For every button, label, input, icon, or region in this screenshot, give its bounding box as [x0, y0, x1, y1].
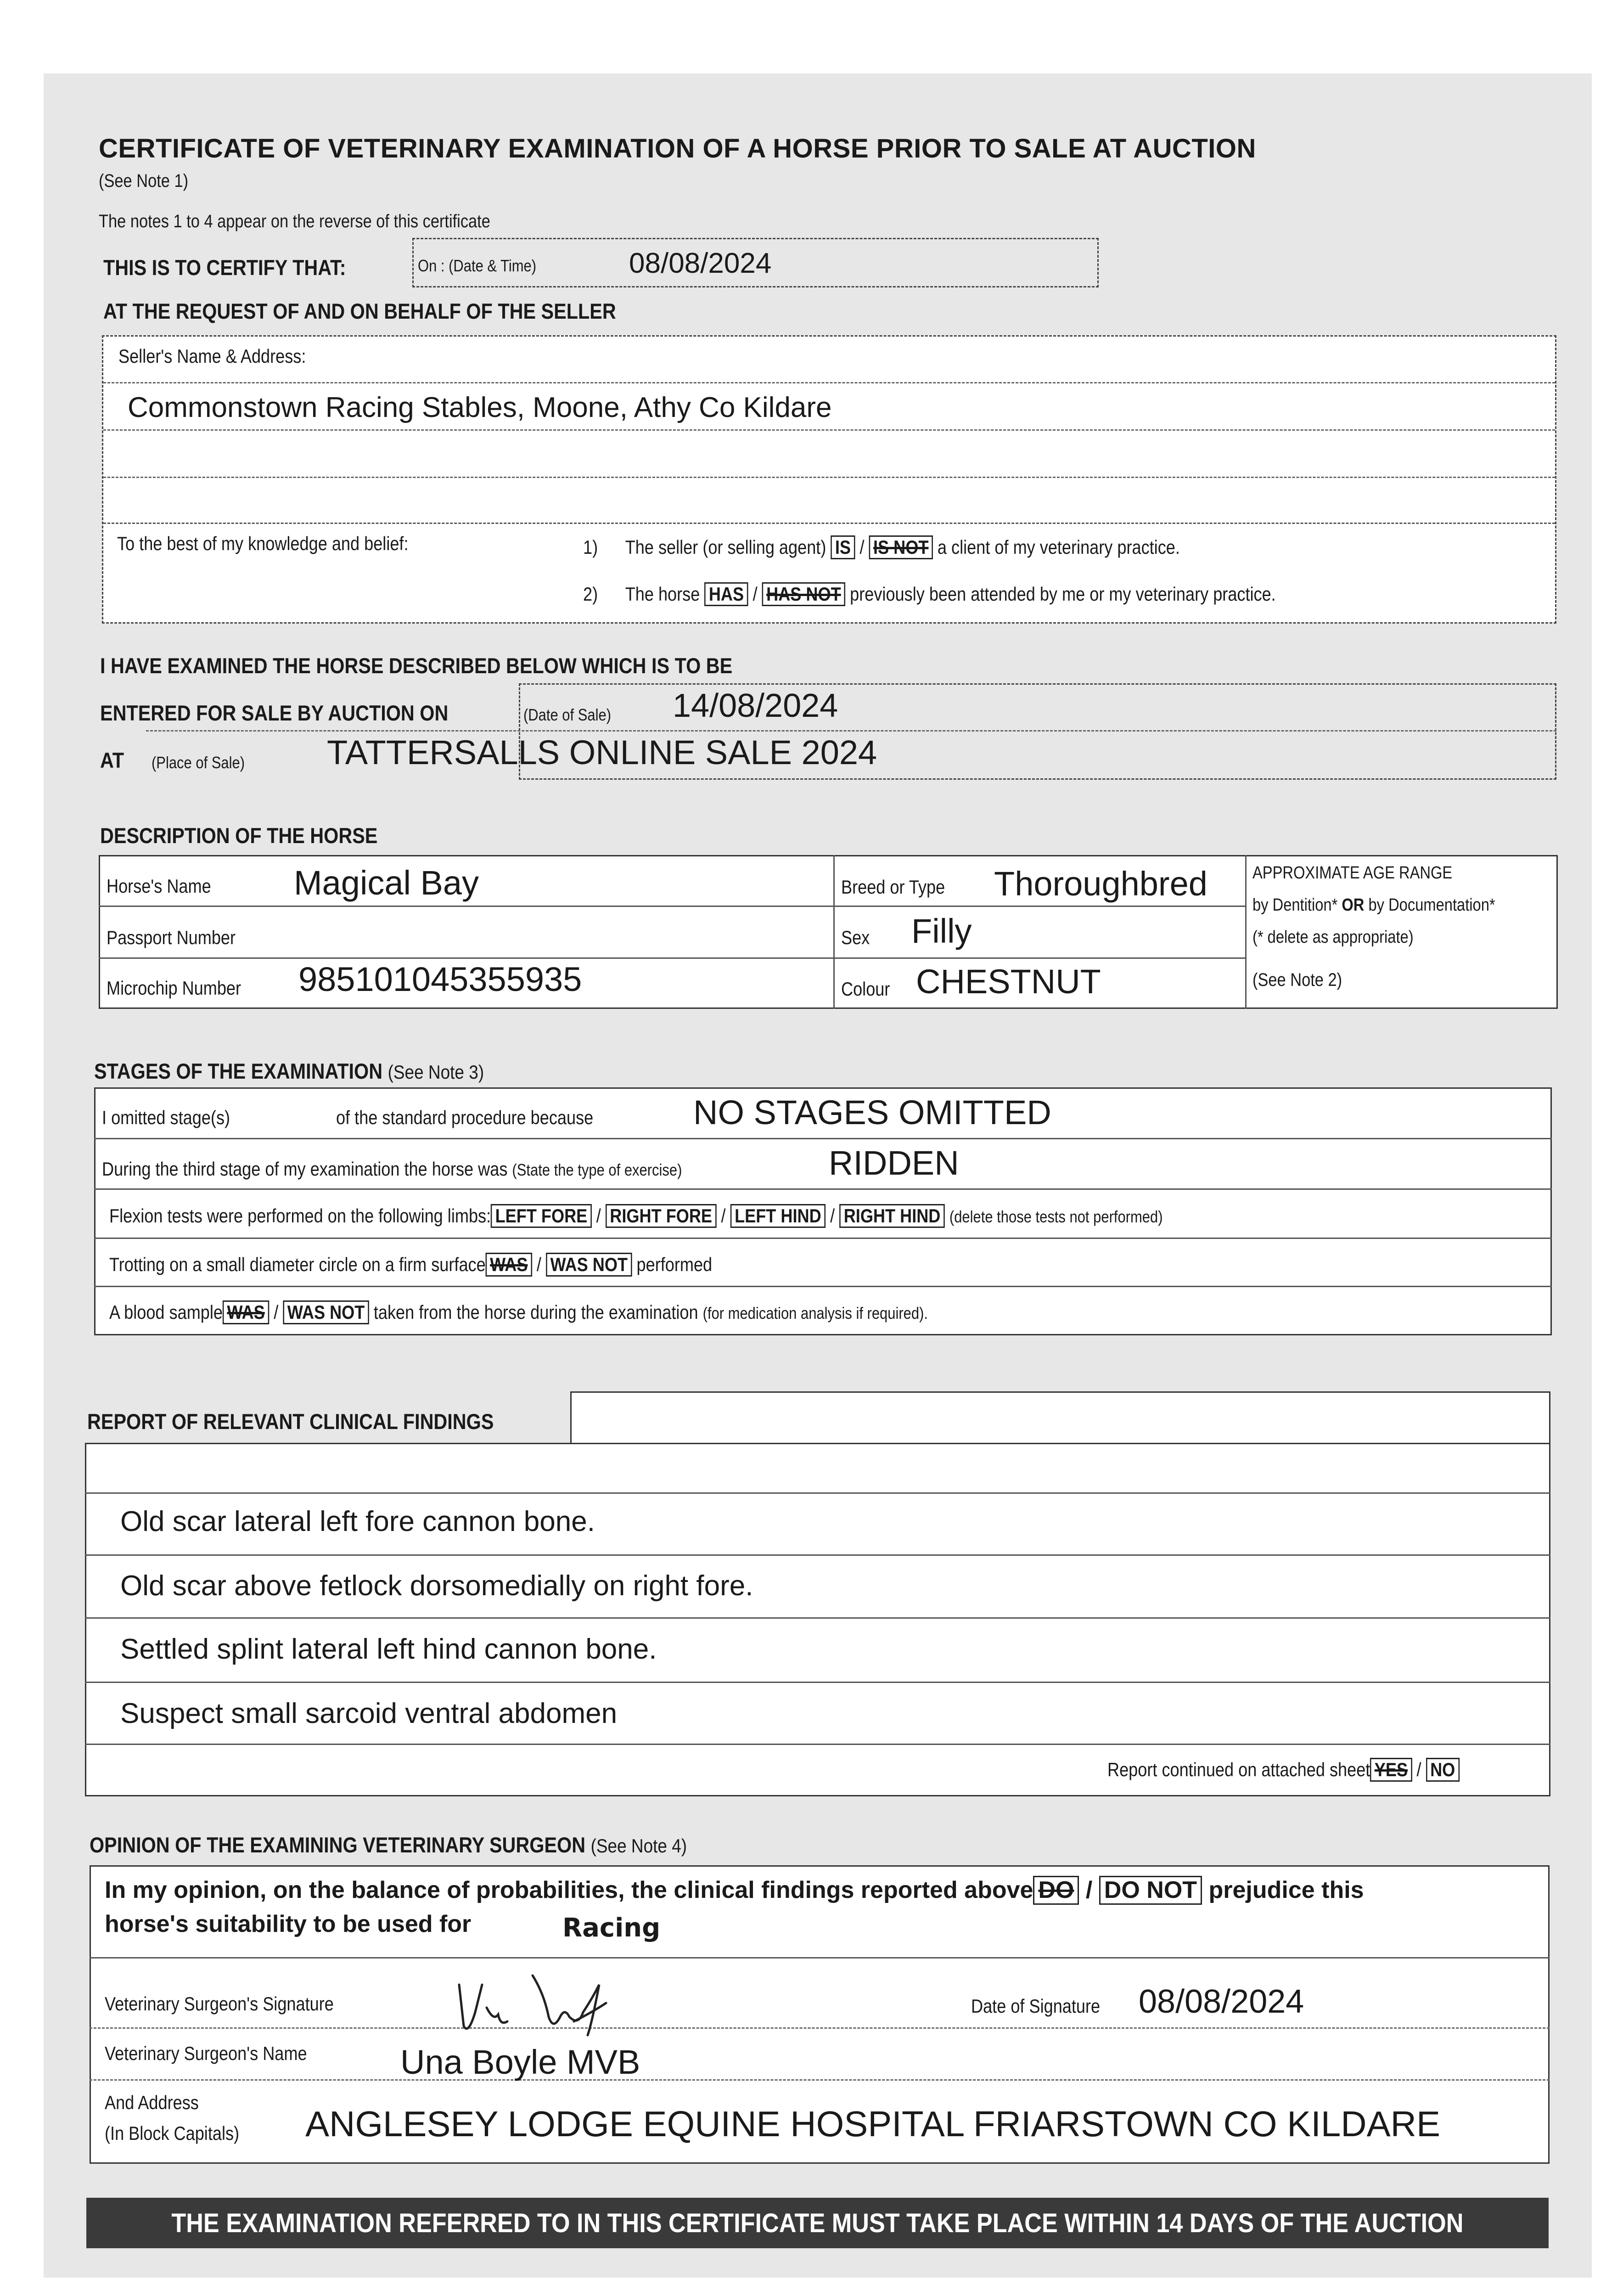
passport-label: Passport Number [107, 927, 236, 948]
stages-heading: STAGES OF THE EXAMINATION (See Note 3) [94, 1059, 484, 1083]
address-value: ANGLESEY LODGE EQUINE HOSPITAL FRIARSTOWN CO KILDARE [305, 2104, 1441, 2144]
third-stage-label: During the third stage of my examination the horse was (State the type of exercise) [102, 1158, 682, 1180]
blood-row: A blood sample WAS / WAS NOT taken from the horse during the examination (for medication analysis if required). [109, 1300, 928, 1324]
flexion-right-fore: RIGHT FORE [606, 1204, 717, 1228]
blood-was-not-option: WAS NOT [283, 1300, 369, 1324]
signature-date-label: Date of Signature [971, 1995, 1101, 2017]
opinion-suitability: horse's suitability to be used for [105, 1911, 472, 1937]
omitted-value: NO STAGES OMITTED [693, 1093, 1051, 1131]
date-of-sale-label: (Date of Sale) [523, 705, 612, 724]
report-continued-row: Report continued on attached sheet YES / NO [1107, 1758, 1460, 1782]
sex-value: Filly [911, 912, 972, 950]
finding-2: Old scar above fetlock dorsomedially on right fore. [120, 1570, 753, 1602]
address-label: And Address [105, 2092, 199, 2113]
certify-date-value: 08/08/2024 [629, 248, 772, 279]
age-range-title: APPROXIMATE AGE RANGE [1252, 863, 1453, 883]
horse-name-label: Horse's Name [107, 875, 211, 897]
seller-name-value: Commonstown Racing Stables, Moone, Athy Co Kildare [128, 392, 832, 423]
request-line: AT THE REQUEST OF AND ON BEHALF OF THE SELLER [103, 299, 616, 323]
sex-label: Sex [841, 927, 870, 948]
colour-label: Colour [841, 978, 890, 1000]
third-stage-value: RIDDEN [829, 1144, 959, 1182]
flexion-row: Flexion tests were performed on the following limbs: LEFT FORE / RIGHT FORE / LEFT HIND / RIGHT HIND (delete those tests not performed) [109, 1204, 1163, 1228]
seller-box [102, 335, 1556, 624]
examined-line2: ENTERED FOR SALE BY AUCTION ON [100, 701, 449, 725]
report-heading-box [570, 1391, 1550, 1444]
report-heading: REPORT OF RELEVANT CLINICAL FINDINGS [87, 1409, 494, 1434]
opinion-do-option: DO [1033, 1876, 1079, 1905]
place-of-sale-value: TATTERSALLS ONLINE SALE 2024 [327, 733, 877, 771]
trot-was-option: WAS [486, 1253, 532, 1277]
see-note-1: (See Note 1) [99, 171, 189, 191]
age-range-delete-note: (* delete as appropriate) [1252, 928, 1414, 947]
address-block-capitals-label: (In Block Capitals) [105, 2122, 240, 2144]
breed-value: Thoroughbred [994, 865, 1207, 903]
has-not-option: HAS NOT [762, 582, 845, 606]
examined-line1: I HAVE EXAMINED THE HORSE DESCRIBED BELOW WHICH IS TO BE [100, 653, 733, 678]
knowledge-label: To the best of my knowledge and belief: [117, 533, 409, 554]
place-of-sale-label: (Place of Sale) [152, 753, 245, 772]
microchip-value: 985101045355935 [298, 960, 582, 998]
is-not-option: IS NOT [869, 535, 933, 559]
omitted-mid-label: of the standard procedure because [336, 1107, 594, 1128]
date-of-sale-value: 14/08/2024 [673, 687, 838, 724]
opinion-do-not-option: DO NOT [1099, 1876, 1202, 1905]
seller-item2: 2) The horse HAS / HAS NOT previously been attended by me or my veterinary practice. [583, 582, 1276, 606]
is-option: IS [831, 535, 855, 559]
blood-was-option: WAS [223, 1300, 269, 1324]
has-option: HAS [704, 582, 748, 606]
finding-4: Suspect small sarcoid ventral abdomen [120, 1698, 618, 1729]
signature-date-value: 08/08/2024 [1139, 1983, 1304, 2020]
page-title: CERTIFICATE OF VETERINARY EXAMINATION OF A HORSE PRIOR TO SALE AT AUCTION [99, 134, 1256, 163]
finding-3: Settled splint lateral left hind cannon bone. [120, 1633, 657, 1665]
finding-1: Old scar lateral left fore cannon bone. [120, 1506, 595, 1537]
certify-label: THIS IS TO CERTIFY THAT: [103, 255, 346, 280]
continued-no-option: NO [1426, 1758, 1460, 1782]
flexion-right-hind: RIGHT HIND [839, 1204, 945, 1228]
footer-notice-bar [86, 2198, 1549, 2248]
trot-was-not-option: WAS NOT [546, 1253, 632, 1277]
opinion-statement: In my opinion, on the balance of probabilities, the clinical findings reported above DO / DO NOT prejudice this [105, 1876, 1364, 1905]
certify-on-label: On : (Date & Time) [418, 256, 537, 275]
notes-line: The notes 1 to 4 appear on the reverse of this certificate [99, 211, 490, 231]
seller-name-label: Seller's Name & Address: [118, 345, 306, 367]
description-heading: DESCRIPTION OF THE HORSE [100, 823, 378, 848]
flexion-left-hind: LEFT HIND [730, 1204, 826, 1228]
trot-row: Trotting on a small diameter circle on a firm surface WAS / WAS NOT performed [109, 1253, 712, 1277]
flexion-left-fore: LEFT FORE [491, 1204, 592, 1228]
at-label: AT [100, 748, 124, 772]
horse-name-value: Magical Bay [294, 864, 479, 902]
signature-label: Veterinary Surgeon's Signature [105, 1993, 334, 2015]
seller-item1: 1) The seller (or selling agent) IS / IS NOT a client of my veterinary practice. [583, 535, 1180, 559]
omitted-label: I omitted stage(s) [102, 1107, 230, 1128]
breed-label: Breed or Type [841, 876, 945, 898]
colour-value: CHESTNUT [916, 962, 1101, 1001]
vet-name-value: Una Boyle MVB [400, 2043, 640, 2081]
intended-use-value: Racing [562, 1913, 661, 1943]
vet-signature [455, 1957, 647, 2051]
opinion-heading: OPINION OF THE EXAMINING VETERINARY SURGEON (See Note 4) [90, 1833, 687, 1857]
vet-name-label: Veterinary Surgeon's Name [105, 2043, 307, 2064]
age-range-see-note: (See Note 2) [1252, 970, 1342, 990]
age-range-options: by Dentition* OR by Documentation* [1252, 895, 1495, 915]
footer-notice: THE EXAMINATION REFERRED TO IN THIS CERTIFICATE MUST TAKE PLACE WITHIN 14 DAYS OF THE AUCTION [171, 2208, 1464, 2238]
continued-yes-option: YES [1370, 1758, 1412, 1782]
microchip-label: Microchip Number [107, 977, 241, 999]
